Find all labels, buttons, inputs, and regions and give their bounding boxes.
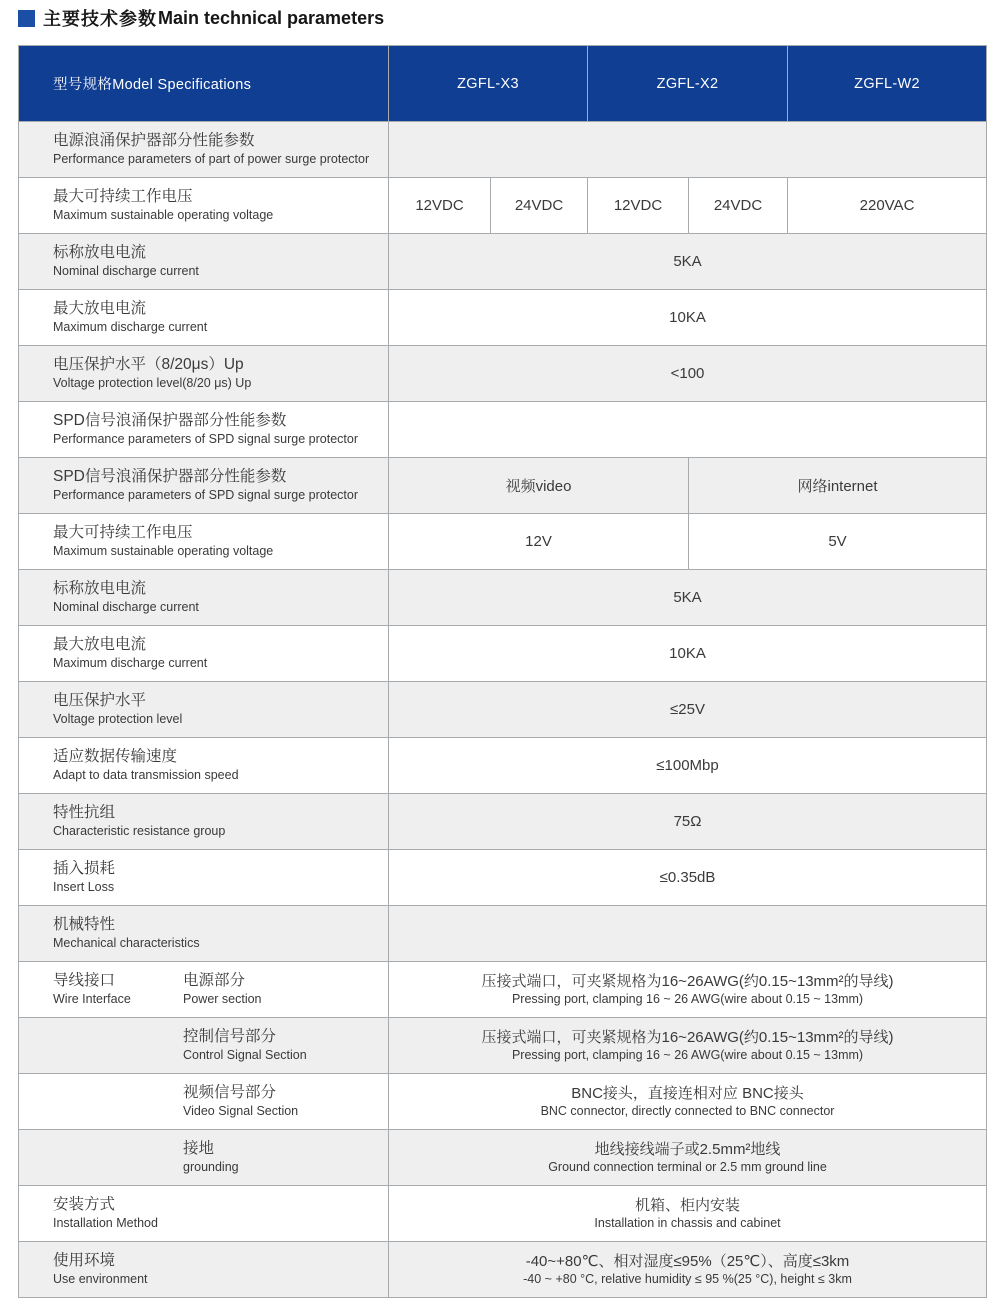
row-signal-nominal-discharge — [19, 570, 987, 626]
row-nominal-discharge-current — [19, 234, 987, 290]
spec-label-cell — [19, 570, 389, 626]
spec-value-cell-internet: 网络internet — [689, 458, 987, 514]
label-en: Performance parameters of part of power surge protector — [53, 152, 370, 167]
spec-label-cell — [19, 850, 389, 906]
technical-parameters-table — [18, 45, 987, 1298]
table-header-row — [19, 46, 987, 122]
spec-value-cell — [389, 962, 987, 1018]
label-zh: 导线接口 — [53, 972, 116, 990]
row-insert-loss — [19, 850, 987, 906]
label-en: Use environment — [53, 1272, 148, 1287]
spec-label-cell — [19, 794, 389, 850]
value-en: Pressing port, clamping 16 ~ 26 AWG(wire about 0.15 ~ 13mm) — [511, 1047, 864, 1062]
spec-value-cell: 24VDC — [689, 178, 788, 234]
value-zh: -40~+80℃、相对湿度≤95%（25℃）、高度≤3km — [525, 1252, 850, 1270]
value-zh: 地线接线端子或2.5mm²地线 — [594, 1140, 781, 1158]
label-zh: 标称放电电流 — [53, 244, 147, 262]
model-header-zgfl-x3: ZGFL-X3 — [389, 46, 588, 122]
spec-label-cell — [19, 906, 389, 962]
spec-value-cell: 10KA — [389, 290, 987, 346]
label-zh: 电压保护水平 — [53, 692, 147, 710]
spec-label-cell — [19, 178, 389, 234]
spec-label-cell — [19, 1074, 389, 1130]
wire-sub-label — [183, 1083, 384, 1119]
model-header-zgfl-w2: ZGFL-W2 — [788, 46, 987, 122]
spec-label-cell — [19, 738, 389, 794]
spec-value-cell: 75Ω — [389, 794, 987, 850]
spec-value-cell: 12VDC — [389, 178, 491, 234]
spec-label-cell — [19, 626, 389, 682]
label-zh: 最大放电电流 — [53, 300, 147, 318]
row-mechanical-characteristics — [19, 906, 987, 962]
label-zh: 最大可持续工作电压 — [53, 188, 193, 206]
label-en: Mechanical characteristics — [53, 936, 200, 951]
spec-value-cell-video: 视频video — [389, 458, 689, 514]
spec-value-cell: ≤25V — [389, 682, 987, 738]
spec-label-cell — [19, 682, 389, 738]
row-signal-voltage-protection — [19, 682, 987, 738]
label-en: Voltage protection level(8/20 μs) Up — [53, 376, 252, 391]
label-zh: 特性抗组 — [53, 804, 116, 822]
spec-value-cell-video: 12V — [389, 514, 689, 570]
row-spd-signal-types — [19, 458, 987, 514]
row-voltage-protection-level-up — [19, 346, 987, 402]
sublabel-zh: 控制信号部分 — [183, 1028, 277, 1046]
label-en: Nominal discharge current — [53, 600, 199, 615]
spec-value-cell — [389, 1186, 987, 1242]
spec-label-cell — [19, 514, 389, 570]
label-en: Maximum discharge current — [53, 320, 208, 335]
spec-label-cell — [19, 458, 389, 514]
spec-value-cell — [389, 1242, 987, 1298]
value-en: Ground connection terminal or 2.5 mm ground line — [548, 1159, 827, 1174]
spec-value-cell — [389, 906, 987, 962]
label-zh: 安装方式 — [53, 1196, 116, 1214]
label-en: Performance parameters of SPD signal surge protector — [53, 488, 358, 503]
spec-value-cell — [389, 1074, 987, 1130]
label-zh: 标称放电电流 — [53, 580, 147, 598]
spec-label-cell — [19, 234, 389, 290]
label-en: Adapt to data transmission speed — [53, 768, 239, 783]
value-zh: BNC接头，直接连相对应 BNC接头 — [571, 1084, 804, 1102]
label-zh: 使用环境 — [53, 1252, 116, 1270]
wire-sub-label — [183, 971, 384, 1007]
spec-value-cell: 5KA — [389, 234, 987, 290]
label-en: Maximum sustainable operating voltage — [53, 544, 274, 559]
row-wire-interface-grounding — [19, 1130, 987, 1186]
sublabel-en: Power section — [183, 992, 262, 1007]
sublabel-zh: 接地 — [183, 1140, 215, 1158]
label-en: Maximum sustainable operating voltage — [53, 208, 274, 223]
label-zh: SPD信号浪涌保护器部分性能参数 — [53, 468, 287, 486]
spec-label-cell — [19, 290, 389, 346]
row-power-surge-section — [19, 122, 987, 178]
wire-sub-label — [183, 1139, 384, 1175]
spec-label-cell — [19, 1186, 389, 1242]
label-en: Insert Loss — [53, 880, 115, 895]
model-specifications-header: 型号规格Model Specifications — [19, 46, 389, 122]
row-installation-method — [19, 1186, 987, 1242]
row-signal-max-operating-voltage — [19, 514, 987, 570]
spec-label-cell — [19, 346, 389, 402]
wire-sub-label — [183, 1027, 384, 1063]
spec-value-cell: ≤100Mbp — [389, 738, 987, 794]
label-zh: 电压保护水平（8/20μs）Up — [53, 356, 244, 374]
spec-label-cell — [19, 122, 389, 178]
row-wire-interface-video — [19, 1074, 987, 1130]
label-en: Performance parameters of SPD signal surge protector — [53, 432, 358, 447]
spec-label-cell — [19, 402, 389, 458]
row-max-discharge-current — [19, 290, 987, 346]
value-zh: 机箱、柜内安装 — [635, 1196, 741, 1214]
spec-value-cell — [389, 1018, 987, 1074]
value-zh: 压接式端口，可夹紧规格为16~26AWG(约0.15~13mm²的导线) — [481, 972, 894, 990]
value-en: Installation in chassis and cabinet — [594, 1215, 781, 1230]
row-data-transmission-speed — [19, 738, 987, 794]
page-title-en: Main technical parameters — [158, 7, 385, 28]
spec-label-cell — [19, 1018, 389, 1074]
row-use-environment — [19, 1242, 987, 1298]
sublabel-zh: 电源部分 — [183, 972, 246, 990]
model-header-zgfl-x2: ZGFL-X2 — [588, 46, 788, 122]
label-zh: SPD信号浪涌保护器部分性能参数 — [53, 412, 287, 430]
spec-label-cell — [19, 1130, 389, 1186]
row-characteristic-resistance — [19, 794, 987, 850]
sublabel-zh: 视频信号部分 — [183, 1084, 277, 1102]
spec-label-cell — [19, 962, 389, 1018]
row-wire-interface-power — [19, 962, 987, 1018]
spec-value-cell — [389, 122, 987, 178]
spec-value-cell: ≤0.35dB — [389, 850, 987, 906]
label-en: Voltage protection level — [53, 712, 183, 727]
label-zh: 适应数据传输速度 — [53, 748, 178, 766]
label-zh: 插入损耗 — [53, 860, 116, 878]
value-en: Pressing port, clamping 16 ~ 26 AWG(wire about 0.15 ~ 13mm) — [511, 991, 864, 1006]
sublabel-en: Control Signal Section — [183, 1048, 307, 1063]
label-en: Maximum discharge current — [53, 656, 208, 671]
value-en: -40 ~ +80 °C, relative humidity ≤ 95 %(25 °C), height ≤ 3km — [523, 1271, 852, 1286]
spec-value-cell: 220VAC — [788, 178, 987, 234]
label-en: Nominal discharge current — [53, 264, 199, 279]
row-spd-signal-section — [19, 402, 987, 458]
title-bullet-icon — [18, 10, 35, 27]
spec-value-cell-internet: 5V — [689, 514, 987, 570]
sublabel-en: grounding — [183, 1160, 239, 1175]
spec-value-cell — [389, 1130, 987, 1186]
page-title — [18, 6, 1000, 30]
value-zh: 压接式端口，可夹紧规格为16~26AWG(约0.15~13mm²的导线) — [481, 1028, 894, 1046]
label-zh: 电源浪涌保护器部分性能参数 — [53, 132, 255, 150]
label-zh: 最大可持续工作电压 — [53, 524, 193, 542]
label-en: Wire Interface — [53, 992, 131, 1007]
wire-interface-label — [53, 971, 183, 1007]
sublabel-en: Video Signal Section — [183, 1104, 299, 1119]
spec-value-cell — [389, 402, 987, 458]
page-title-zh: 主要技术参数 — [43, 9, 157, 29]
label-zh: 最大放电电流 — [53, 636, 147, 654]
spec-value-cell: 12VDC — [588, 178, 689, 234]
value-en: BNC connector, directly connected to BNC connector — [540, 1103, 835, 1118]
row-wire-interface-control — [19, 1018, 987, 1074]
spec-value-cell: <100 — [389, 346, 987, 402]
spec-value-cell: 10KA — [389, 626, 987, 682]
label-en: Installation Method — [53, 1216, 158, 1231]
row-signal-max-discharge — [19, 626, 987, 682]
spec-value-cell: 5KA — [389, 570, 987, 626]
spec-label-cell — [19, 1242, 389, 1298]
label-zh: 机械特性 — [53, 916, 116, 934]
row-max-operating-voltage — [19, 178, 987, 234]
spec-value-cell: 24VDC — [491, 178, 588, 234]
label-en: Characteristic resistance group — [53, 824, 226, 839]
